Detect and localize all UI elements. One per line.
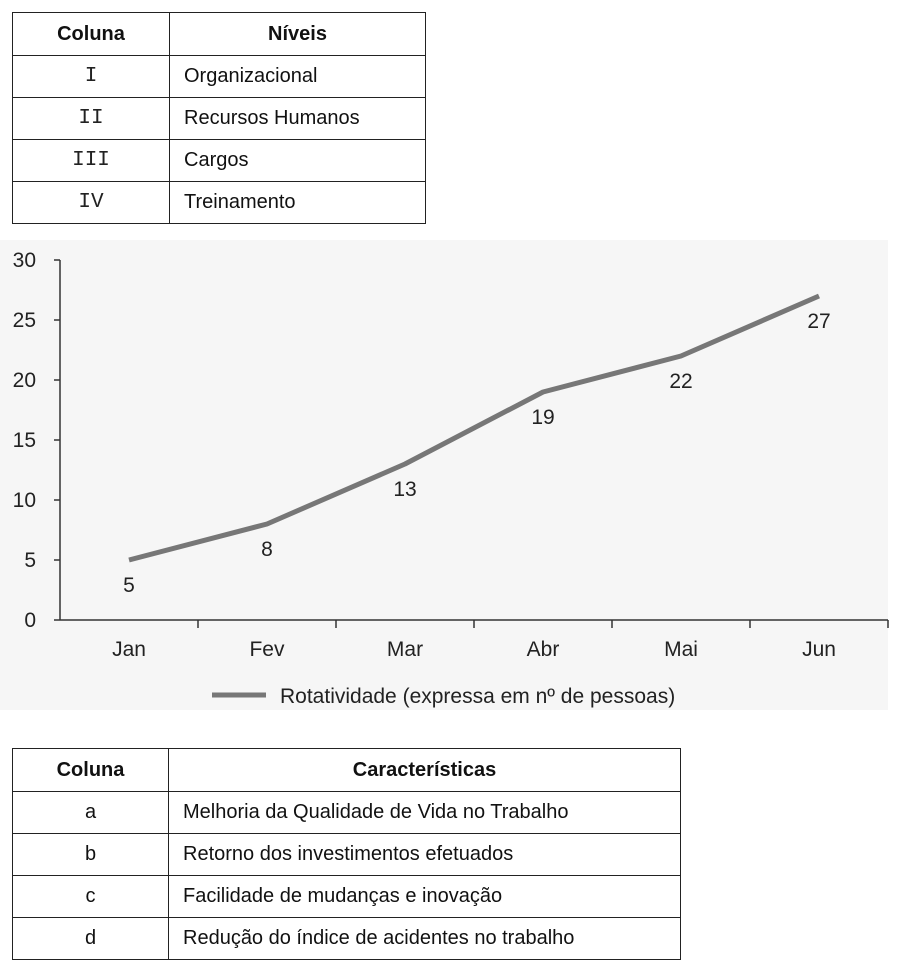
cell-characteristic: Melhoria da Qualidade de Vida no Trabalho (169, 792, 681, 834)
x-tick-label: Mai (664, 638, 698, 661)
cell-column-id: d (13, 918, 169, 960)
y-tick-label: 30 (12, 249, 36, 272)
data-label: 27 (807, 310, 831, 333)
x-tick-label: Mar (386, 638, 424, 661)
x-tick-label: Abr (526, 638, 560, 661)
y-tick-label: 20 (12, 369, 36, 392)
table-row (13, 98, 426, 140)
cell-characteristic: Facilidade de mudanças e inovação (169, 876, 681, 918)
data-label: 8 (261, 538, 273, 561)
table-header-row (13, 13, 426, 56)
cell-level: Recursos Humanos (170, 98, 426, 140)
cell-level: Cargos (170, 140, 426, 182)
x-tick-label: Jan (112, 638, 146, 661)
cell-characteristic: Retorno dos investimentos efetuados (169, 834, 681, 876)
table-row (13, 876, 681, 918)
data-label: 13 (393, 478, 417, 501)
cell-column-id: c (13, 876, 169, 918)
header-coluna: Coluna (13, 749, 169, 792)
table-row (13, 56, 426, 98)
legend (212, 685, 675, 708)
y-tick-label: 0 (24, 609, 36, 632)
data-label: 22 (669, 370, 693, 393)
table-row (13, 918, 681, 960)
header-niveis: Níveis (170, 13, 426, 56)
cell-column-id: II (13, 98, 170, 140)
cell-column-id: b (13, 834, 169, 876)
y-tick-label: 10 (12, 489, 36, 512)
turnover-line-chart (0, 240, 901, 720)
legend-label: Rotatividade (expressa em nº de pessoas) (280, 685, 676, 708)
x-tick-label: Fev (249, 638, 285, 661)
cell-characteristic: Redução do índice de acidentes no trabalho (169, 918, 681, 960)
cell-column-id: IV (13, 182, 170, 224)
characteristics-table (12, 748, 681, 960)
y-tick-label: 15 (12, 429, 36, 452)
data-label: 5 (123, 574, 135, 597)
table-header-row (13, 749, 681, 792)
data-label: 19 (531, 406, 555, 429)
cell-column-id: III (13, 140, 170, 182)
table-row (13, 834, 681, 876)
table-row (13, 140, 426, 182)
y-tick-label: 25 (12, 309, 36, 332)
cell-column-id: a (13, 792, 169, 834)
table-row (13, 792, 681, 834)
cell-level: Treinamento (170, 182, 426, 224)
levels-table (12, 12, 426, 224)
x-tick-label: Jun (802, 638, 836, 661)
cell-column-id: I (13, 56, 170, 98)
table-row (13, 182, 426, 224)
header-caracteristicas: Características (169, 749, 681, 792)
cell-level: Organizacional (170, 56, 426, 98)
header-coluna: Coluna (13, 13, 170, 56)
y-tick-label: 5 (24, 549, 36, 572)
